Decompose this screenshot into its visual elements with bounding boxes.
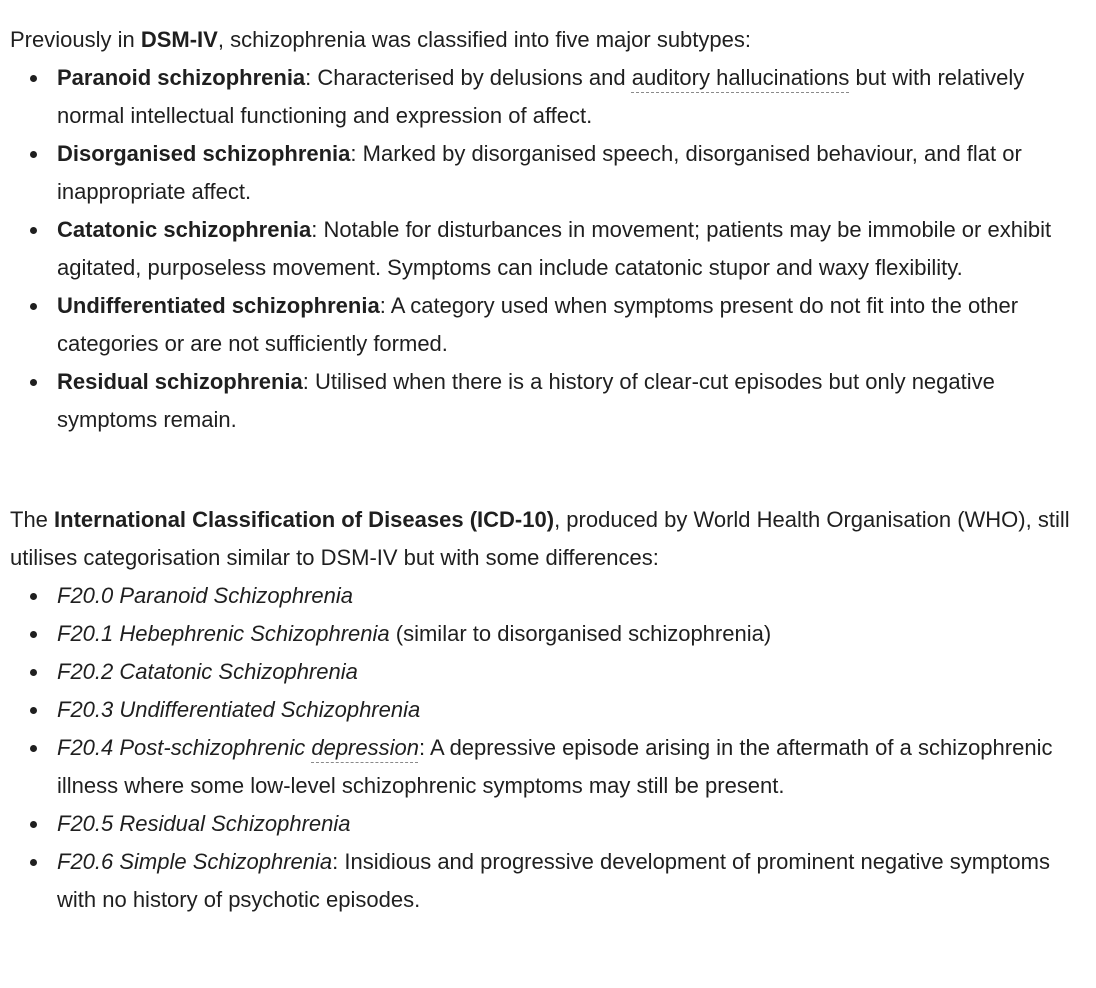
icd-intro-bold: International Classification of Diseases (ICD-10) bbox=[54, 507, 555, 532]
glossary-link-depression[interactable]: depression bbox=[311, 735, 419, 760]
icd-code: F20.5 Residual Schizophrenia bbox=[57, 811, 351, 836]
subtype-term: Paranoid schizophrenia bbox=[57, 65, 306, 90]
subtype-term: Undifferentiated schizophrenia bbox=[57, 293, 380, 318]
dsm-intro-bold: DSM-IV bbox=[140, 27, 218, 52]
list-item bbox=[10, 577, 1086, 615]
subtype-term: Residual schizophrenia bbox=[57, 369, 303, 394]
icd-code: F20.1 Hebephrenic Schizophrenia bbox=[57, 621, 390, 646]
list-item bbox=[10, 653, 1086, 691]
icd-code: F20.4 Post-schizophrenic depression bbox=[57, 735, 419, 760]
icd-code: F20.0 Paranoid Schizophrenia bbox=[57, 583, 353, 608]
section-spacer bbox=[10, 439, 1086, 501]
list-item bbox=[10, 805, 1086, 843]
subtype-term: Disorganised schizophrenia bbox=[57, 141, 351, 166]
icd-code: F20.3 Undifferentiated Schizophrenia bbox=[57, 697, 421, 722]
subtype-term: Catatonic schizophrenia bbox=[57, 217, 312, 242]
list-item: F20.1 Hebephrenic Schizophrenia (similar to disorganised schizophrenia) bbox=[10, 615, 1086, 653]
list-item: Residual schizophrenia: Utilised when there is a history of clear-cut episodes but only negative symptoms remain. bbox=[10, 363, 1086, 439]
icd-code-list bbox=[10, 577, 1086, 919]
dsm-subtype-list bbox=[10, 59, 1086, 439]
icd-code: F20.6 Simple Schizophrenia bbox=[57, 849, 333, 874]
list-item: Paranoid schizophrenia: Characterised by delusions and auditory hallucinations but with relatively normal intellectual functioning and expression of affect. bbox=[10, 59, 1086, 135]
icd-intro: The International Classification of Diseases (ICD-10), produced by World Health Organisation (WHO), still utilises categorisation similar to DSM-IV but with some differences: bbox=[10, 507, 1070, 570]
list-item: Disorganised schizophrenia: Marked by disorganised speech, disorganised behaviour, and flat or inappropriate affect. bbox=[10, 135, 1086, 211]
list-item: Undifferentiated schizophrenia: A category used when symptoms present do not fit into the other categories or are not sufficiently formed. bbox=[10, 287, 1086, 363]
list-item bbox=[10, 691, 1086, 729]
list-item: Catatonic schizophrenia: Notable for disturbances in movement; patients may be immobile or exhibit agitated, purposeless movement. Symptoms can include catatonic stupor and waxy flexibility. bbox=[10, 211, 1086, 287]
dsm-intro: Previously in DSM-IV, schizophrenia was classified into five major subtypes: bbox=[10, 27, 751, 52]
list-item: F20.4 Post-schizophrenic depression: A depressive episode arising in the aftermath of a schizophrenic illness where some low-level schizophrenic symptoms may still be present. bbox=[10, 729, 1086, 805]
glossary-link-auditory-hallucinations[interactable]: auditory hallucinations bbox=[631, 65, 850, 90]
list-item: F20.6 Simple Schizophrenia: Insidious and progressive development of prominent negative symptoms with no history of psychotic episodes. bbox=[10, 843, 1086, 919]
icd-code: F20.2 Catatonic Schizophrenia bbox=[57, 659, 358, 684]
